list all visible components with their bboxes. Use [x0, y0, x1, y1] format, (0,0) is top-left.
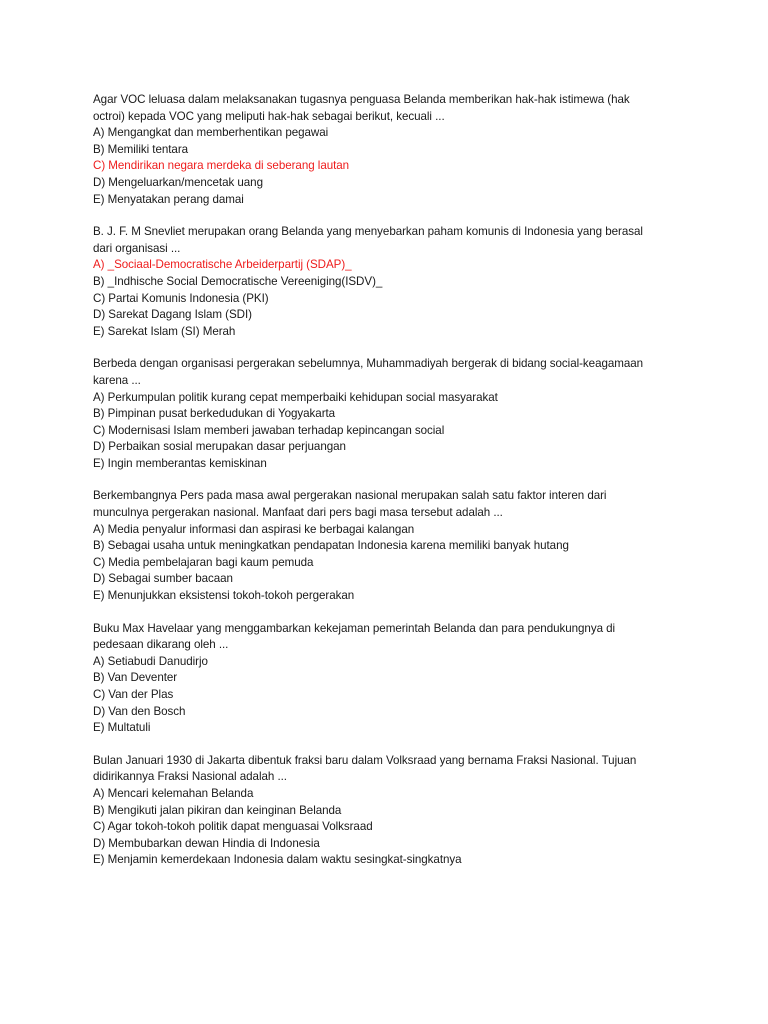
- question-text-line: pedesaan dikarang oleh ...: [93, 638, 229, 652]
- answer-option: D) Sebagai sumber bacaan: [93, 572, 233, 586]
- answer-option-highlighted: A) _Sociaal-Democratische Arbeiderpartij (SDAP)_: [93, 258, 352, 272]
- answer-option: C) Partai Komunis Indonesia (PKI): [93, 291, 269, 305]
- question-text-line: Agar VOC leluasa dalam melaksanakan tugasnya penguasa Belanda memberikan hak-hak istimewa (hak: [93, 93, 630, 106]
- answer-option: D) Mengeluarkan/mencetak uang: [93, 175, 263, 189]
- answer-option: C) Media pembelajaran bagi kaum pemuda: [93, 555, 314, 569]
- question-block: [93, 224, 673, 340]
- answer-option: A) Mengangkat dan memberhentikan pegawai: [93, 126, 329, 140]
- answer-option: B) Pimpinan pusat berkedudukan di Yogyakarta: [93, 407, 336, 421]
- answer-option-highlighted: C) Mendirikan negara merdeka di seberang lautan: [93, 159, 350, 173]
- question-block: [93, 92, 673, 208]
- answer-option: D) Sarekat Dagang Islam (SDI): [93, 308, 252, 322]
- question-text-line: Berbeda dengan organisasi pergerakan sebelumnya, Muhammadiyah bergerak di bidang social-keagamaan: [93, 357, 644, 371]
- answer-option: C) Van der Plas: [93, 688, 174, 701]
- question-text-line: Buku Max Havelaar yang menggambarkan kekejaman pemerintah Belanda dan para pendukungnya di: [93, 621, 616, 635]
- answer-option: E) Menyatakan perang damai: [93, 192, 244, 206]
- answer-option: E) Sarekat Islam (SI) Merah: [93, 324, 236, 338]
- question-block: [93, 356, 673, 472]
- question-block: [93, 488, 673, 604]
- answer-option: E) Multatuli: [93, 721, 151, 735]
- question-list: [93, 92, 673, 885]
- answer-option: A) Perkumpulan politik kurang cepat memperbaiki kehidupan social masyarakat: [93, 390, 498, 404]
- answer-option: D) Membubarkan dewan Hindia di Indonesia: [93, 836, 320, 850]
- answer-option: E) Menjamin kemerdekaan Indonesia dalam waktu sesingkat-singkatnya: [93, 853, 462, 867]
- answer-option: E) Menunjukkan eksistensi tokoh-tokoh pergerakan: [93, 589, 355, 603]
- answer-option: E) Ingin memberantas kemiskinan: [93, 456, 267, 470]
- answer-option: A) Mencari kelemahan Belanda: [93, 786, 254, 800]
- question-text-line: didirikannya Fraksi Nasional adalah ...: [93, 770, 287, 784]
- question-text-line: karena ...: [93, 373, 141, 387]
- question-block: [93, 621, 673, 737]
- answer-option: A) Media penyalur informasi dan aspirasi ke berbagai kalangan: [93, 522, 415, 536]
- question-block: [93, 753, 673, 869]
- question-text-line: dari organisasi ...: [93, 241, 181, 255]
- question-text-line: Berkembangnya Pers pada masa awal pergerakan nasional merupakan salah satu faktor interen dari: [93, 489, 607, 503]
- answer-option: C) Agar tokoh-tokoh politik dapat menguasai Volksraad: [93, 820, 373, 834]
- answer-option: C) Modernisasi Islam memberi jawaban terhadap kepincangan social: [93, 423, 445, 437]
- question-text-line: Bulan Januari 1930 di Jakarta dibentuk fraksi baru dalam Volksraad yang bernama Fraksi Nasional. Tujuan: [93, 753, 637, 767]
- answer-option: B) Van Deventer: [93, 671, 178, 685]
- answer-option: B) _Indhische Social Democratische Vereeniging(ISDV)_: [93, 274, 383, 288]
- answer-option: B) Mengikuti jalan pikiran dan keinginan Belanda: [93, 803, 342, 817]
- answer-option: A) Setiabudi Danudirjo: [93, 654, 208, 668]
- question-text-line: octroi) kepada VOC yang meliputi hak-hak sebagai berikut, kecuali ...: [93, 109, 445, 123]
- answer-option: D) Perbaikan sosial merupakan dasar perjuangan: [93, 440, 346, 454]
- question-text-line: B. J. F. M Snevliet merupakan orang Belanda yang menyebarkan paham komunis di Indonesia yang berasal: [93, 225, 643, 239]
- question-text-line: munculnya pergerakan nasional. Manfaat dari pers bagi masa tersebut adalah ...: [93, 506, 503, 520]
- answer-option: B) Sebagai usaha untuk meningkatkan pendapatan Indonesia karena memiliki banyak hutang: [93, 539, 569, 553]
- answer-option: B) Memiliki tentara: [93, 142, 189, 156]
- answer-option: D) Van den Bosch: [93, 704, 186, 718]
